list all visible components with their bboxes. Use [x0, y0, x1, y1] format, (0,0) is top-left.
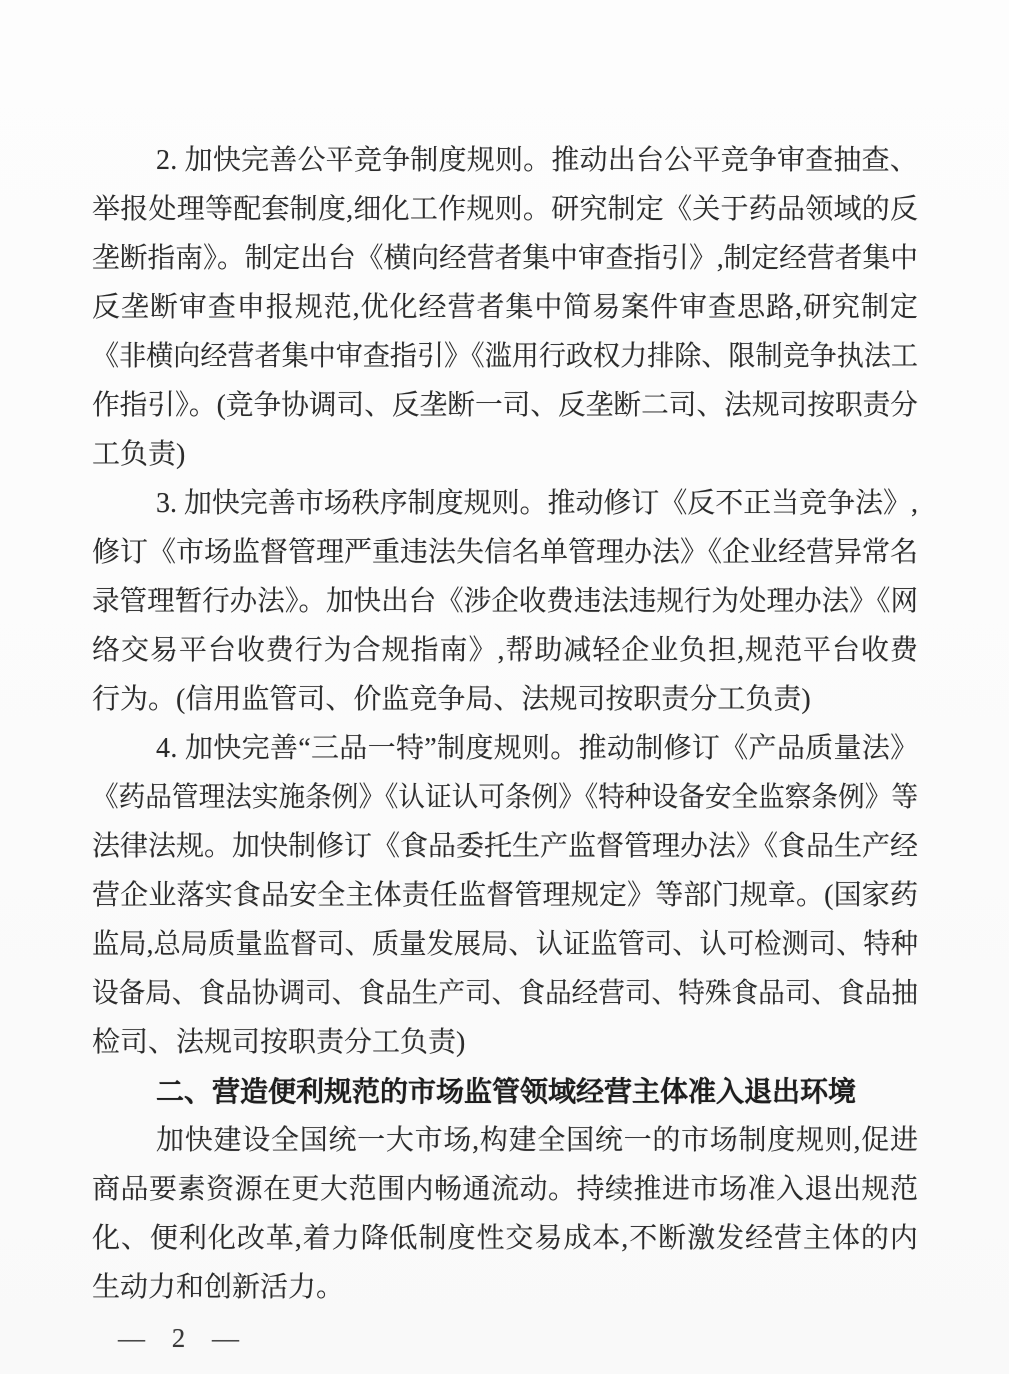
document-line: 2. 加快完善公平竞争制度规则。推动出台公平竞争审查抽查、 [156, 145, 919, 176]
document-line: 《非横向经营者集中审查指引》《滥用行政权力排除、限制竞争执法工 [92, 341, 919, 372]
document-line: 络交易平台收费行为合规指南》,帮助减轻企业负担,规范平台收费 [92, 635, 919, 666]
page-number: — 2 — [118, 1323, 241, 1353]
document-line: 行为。(信用监管司、价监竞争局、法规司按职责分工负责) [92, 684, 811, 715]
document-line: 监局,总局质量监督司、质量发展局、认证监管司、认可检测司、特种 [92, 929, 919, 960]
document-line: 生动力和创新活力。 [92, 1272, 345, 1303]
document-line: 举报处理等配套制度,细化工作规则。研究制定《关于药品领域的反 [92, 194, 919, 225]
document-line: 4. 加快完善“三品一特”制度规则。推动制修订《产品质量法》 [156, 733, 919, 764]
section-heading: 二、营造便利规范的市场监管领域经营主体准入退出环境 [156, 1076, 857, 1107]
document-line: 加快建设全国统一大市场,构建全国统一的市场制度规则,促进 [156, 1125, 919, 1156]
document-line: 反垄断审查申报规范,优化经营者集中简易案件审查思路,研究制定 [92, 292, 919, 323]
document-line: 商品要素资源在更大范围内畅通流动。持续推进市场准入退出规范 [92, 1174, 919, 1205]
document-line: 检司、法规司按职责分工负责) [92, 1027, 466, 1058]
document-line: 3. 加快完善市场秩序制度规则。推动修订《反不正当竞争法》, [156, 488, 919, 519]
document-body [92, 136, 918, 1312]
document-line: 法律法规。加快制修订《食品委托生产监督管理办法》《食品生产经 [92, 831, 919, 862]
document-line: 营企业落实食品安全主体责任监督管理规定》等部门规章。(国家药 [92, 880, 919, 911]
document-line: 录管理暂行办法》。加快出台《涉企收费违法违规行为处理办法》《网 [92, 586, 918, 617]
document-line: 修订《市场监督管理严重违法失信名单管理办法》《企业经营异常名 [92, 537, 919, 568]
document-line: 设备局、食品协调司、食品生产司、食品经营司、特殊食品司、食品抽 [92, 978, 919, 1009]
document-line: 《药品管理法实施条例》《认证认可条例》《特种设备安全监察条例》等 [92, 782, 919, 813]
document-line: 垄断指南》。制定出台《横向经营者集中审查指引》,制定经营者集中 [92, 243, 919, 274]
document-line: 作指引》。(竞争协调司、反垄断一司、反垄断二司、法规司按职责分 [92, 390, 918, 421]
document-line: 工负责) [92, 439, 186, 470]
document-line: 化、便利化改革,着力降低制度性交易成本,不断激发经营主体的内 [92, 1223, 919, 1254]
